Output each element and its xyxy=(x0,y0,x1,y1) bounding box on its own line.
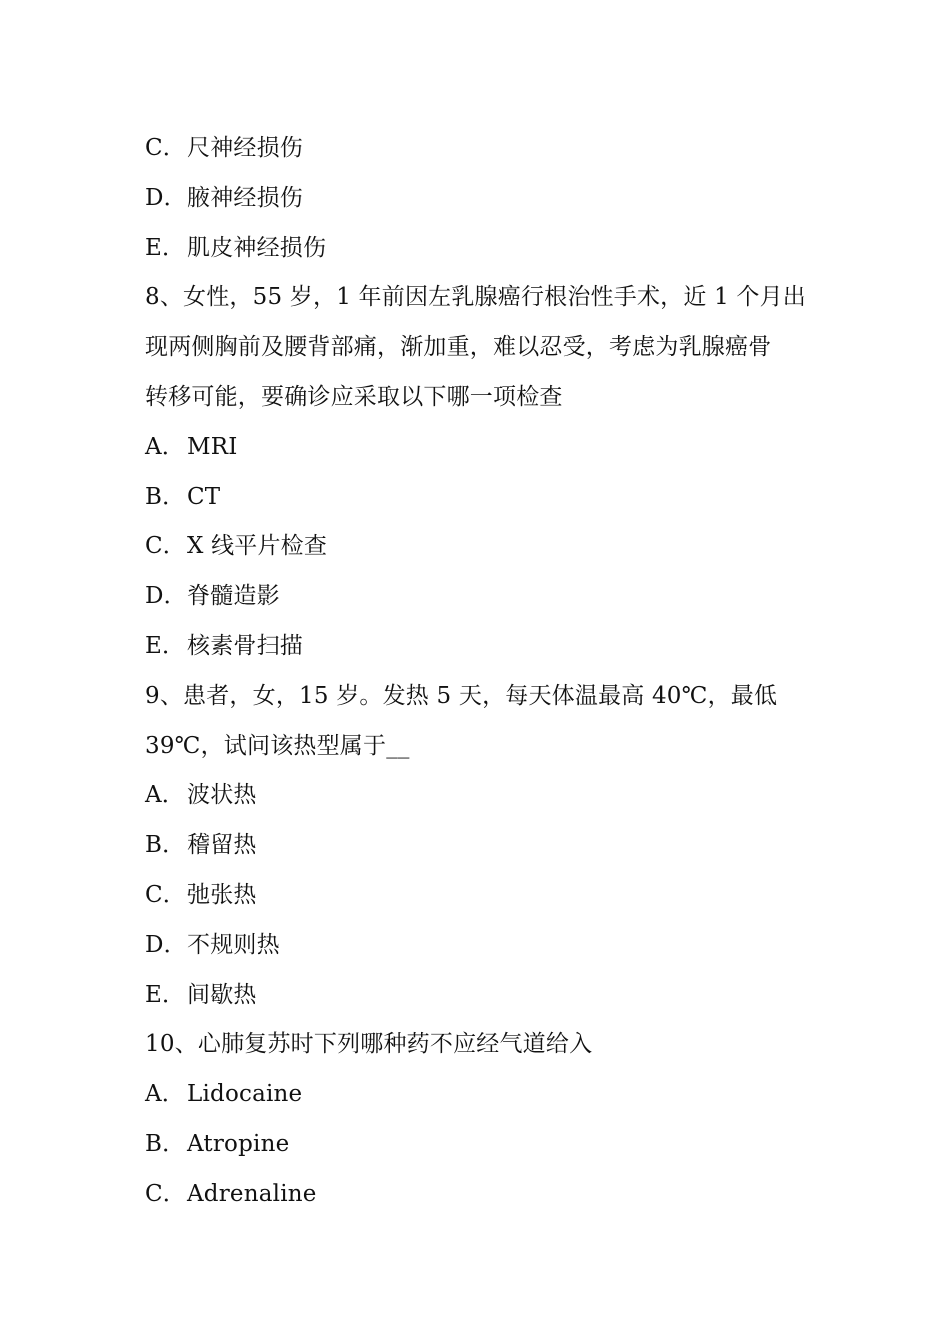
option-letter: A． xyxy=(145,782,186,809)
option-letter: C． xyxy=(145,881,186,908)
option-letter: B． xyxy=(145,832,186,859)
option-line xyxy=(145,1120,815,1170)
option-text: Atropine xyxy=(187,1130,290,1157)
option-text: Adrenaline xyxy=(187,1180,317,1207)
option-line xyxy=(145,921,815,971)
option-letter: D． xyxy=(145,931,187,958)
option-line xyxy=(145,971,815,1021)
option-letter: C． xyxy=(145,135,186,161)
option-line xyxy=(145,224,815,274)
option-letter: B． xyxy=(145,1130,186,1157)
question-line: 现两侧胸前及腰背部痛，渐加重，难以忍受，考虑为乳腺癌骨 xyxy=(145,334,772,361)
option-line xyxy=(145,622,815,672)
option-line xyxy=(145,522,815,572)
option-text: 不规则热 xyxy=(187,931,280,958)
option-line xyxy=(145,1070,815,1120)
option-text: 间歇热 xyxy=(187,981,257,1008)
option-letter: D． xyxy=(145,583,187,610)
option-text: MRI xyxy=(187,433,238,460)
option-line xyxy=(145,771,815,821)
option-text: Lidocaine xyxy=(187,1081,303,1108)
question-line: 9、患者，女，15 岁。发热 5 天，每天体温最高 40℃，最低 xyxy=(145,682,778,709)
question-line: 10、心肺复苏时下列哪种药不应经气道给入 xyxy=(145,1031,593,1058)
option-letter: D． xyxy=(145,184,187,211)
option-letter: A． xyxy=(145,433,186,460)
option-letter: C． xyxy=(145,1180,186,1207)
option-text: 波状热 xyxy=(187,782,257,809)
option-line xyxy=(145,423,815,473)
option-letter: E． xyxy=(145,632,186,659)
option-line xyxy=(145,1170,815,1220)
option-text: 脊髓造影 xyxy=(187,583,280,610)
option-line xyxy=(145,124,815,174)
option-letter: C． xyxy=(145,533,186,560)
option-text: 核素骨扫描 xyxy=(187,632,303,659)
option-text: 尺神经损伤 xyxy=(187,135,303,161)
question-line: 8、女性，55 岁，1 年前因左乳腺癌行根治性手术，近 1 个月出 xyxy=(145,284,807,311)
option-line xyxy=(145,174,815,224)
option-letter: A． xyxy=(145,1081,186,1108)
option-line xyxy=(145,473,815,523)
option-text: 肌皮神经损伤 xyxy=(187,234,327,261)
option-text: CT xyxy=(187,483,221,510)
option-letter: B． xyxy=(145,483,186,510)
document-page xyxy=(145,124,815,1220)
option-text: 稽留热 xyxy=(187,832,257,859)
question-line: 转移可能，要确诊应采取以下哪一项检查 xyxy=(145,383,563,410)
option-letter: E． xyxy=(145,981,186,1008)
option-text: 弛张热 xyxy=(187,881,257,908)
option-line xyxy=(145,871,815,921)
option-letter: E． xyxy=(145,234,186,261)
option-text: 腋神经损伤 xyxy=(187,184,303,211)
option-line xyxy=(145,572,815,622)
option-text: X 线平片检查 xyxy=(187,533,328,560)
option-line xyxy=(145,821,815,871)
question-line: 39℃，试问该热型属于__ xyxy=(145,732,410,759)
